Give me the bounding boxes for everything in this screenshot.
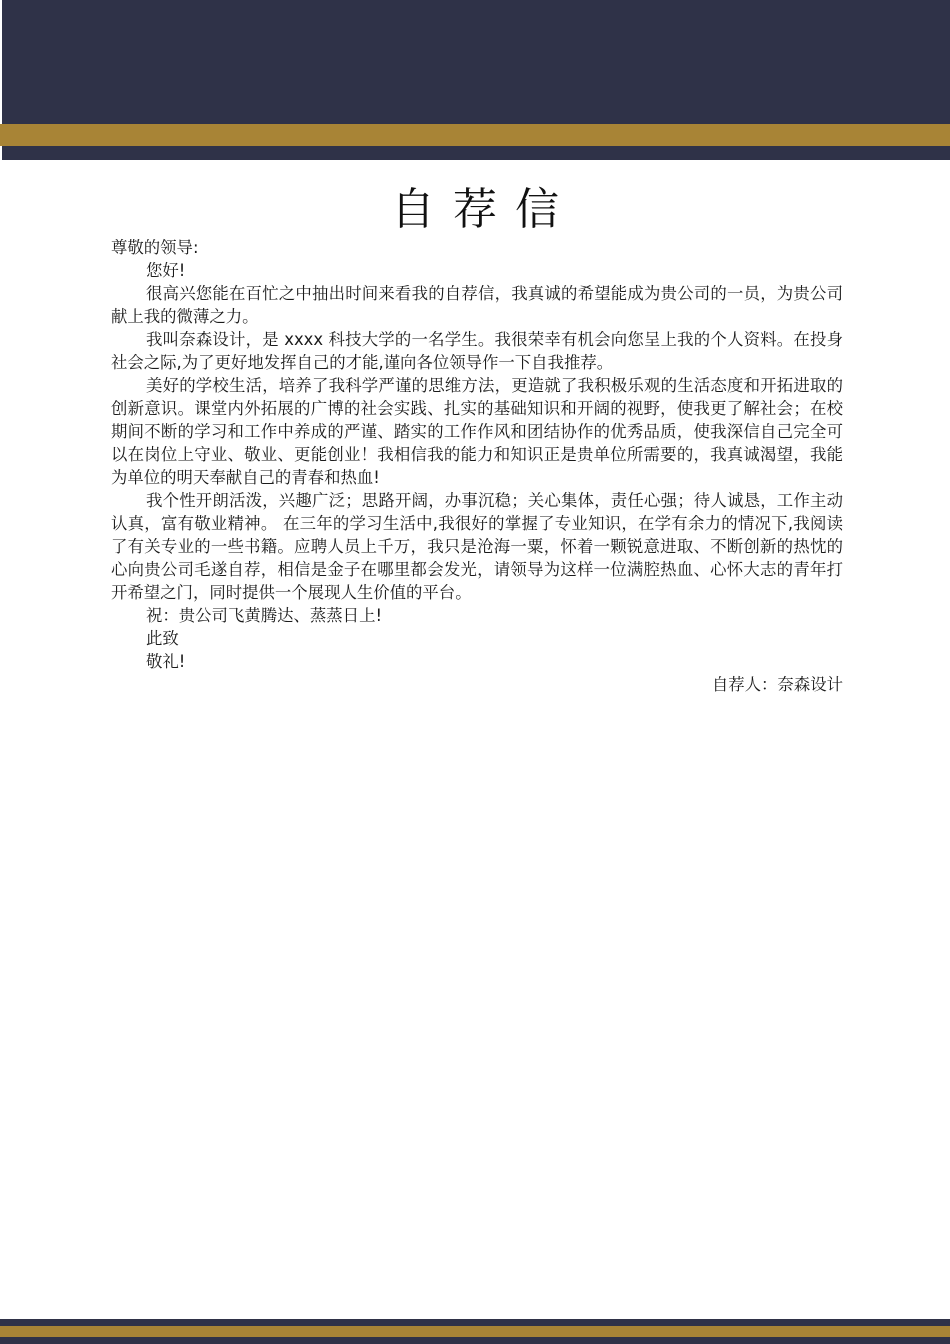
closing-line-1: 此致 bbox=[146, 629, 179, 648]
signature: 自荐人：奈森设计 bbox=[711, 675, 843, 694]
paragraph-3: 美好的学校生活，培养了我科学严谨的思维方法，更造就了我积极乐观的生活态度和开拓进取的创新意识。课堂内外拓展的广博的社会实践、扎实的基础知识和开阔的视野，使我更了解社会；在校期间不断的学习和工作中养成的严谨、踏实的工作作风和团结协作的优秀品质，使我深信自己完全可以在岗位上守业、敬业、更能创业！我相信我的能力和知识正是贵单位所需要的，我真诚渴望，我能为单位的明天奉献自己的青春和热血! bbox=[111, 376, 843, 487]
salutation: 尊敬的领导: bbox=[111, 238, 199, 257]
paragraph-1: 很高兴您能在百忙之中抽出时间来看我的自荐信，我真诚的希望能成为贵公司的一员，为贵公司献上我的微薄之力。 bbox=[111, 284, 843, 326]
closing-line-2: 敬礼! bbox=[146, 652, 186, 671]
greeting: 您好! bbox=[146, 261, 186, 280]
letter-title: 自荐信 bbox=[391, 184, 577, 235]
letter-body bbox=[111, 236, 843, 696]
header-gold-stripe bbox=[0, 124, 950, 146]
paragraph-4: 我个性开朗活泼，兴趣广泛；思路开阔，办事沉稳；关心集体，责任心强；待人诚恳，工作主动认真，富有敬业精神。 在三年的学习生活中,我很好的掌握了专业知识，在学有余力的情况下,我阅读了有关专业的一些书籍。应聘人员上千万，我只是沧海一粟，怀着一颗锐意进取、不断创新的热忱的心向贵公司毛遂自荐，相信是金子在哪里都会发光，请领导为这样一位满腔热血、心怀大志的青年打开希望之门，同时提供一个展现人生价值的平台。 bbox=[111, 491, 843, 602]
wishes-line: 祝：贵公司飞黄腾达、蒸蒸日上! bbox=[146, 606, 383, 625]
footer-gold-stripe bbox=[0, 1326, 950, 1337]
paragraph-2: 我叫奈森设计，是 xxxx 科技大学的一名学生。我很荣幸有机会向您呈上我的个人资料。在投身社会之际,为了更好地发挥自己的才能,谨向各位领导作一下自我推荐。 bbox=[111, 330, 843, 372]
